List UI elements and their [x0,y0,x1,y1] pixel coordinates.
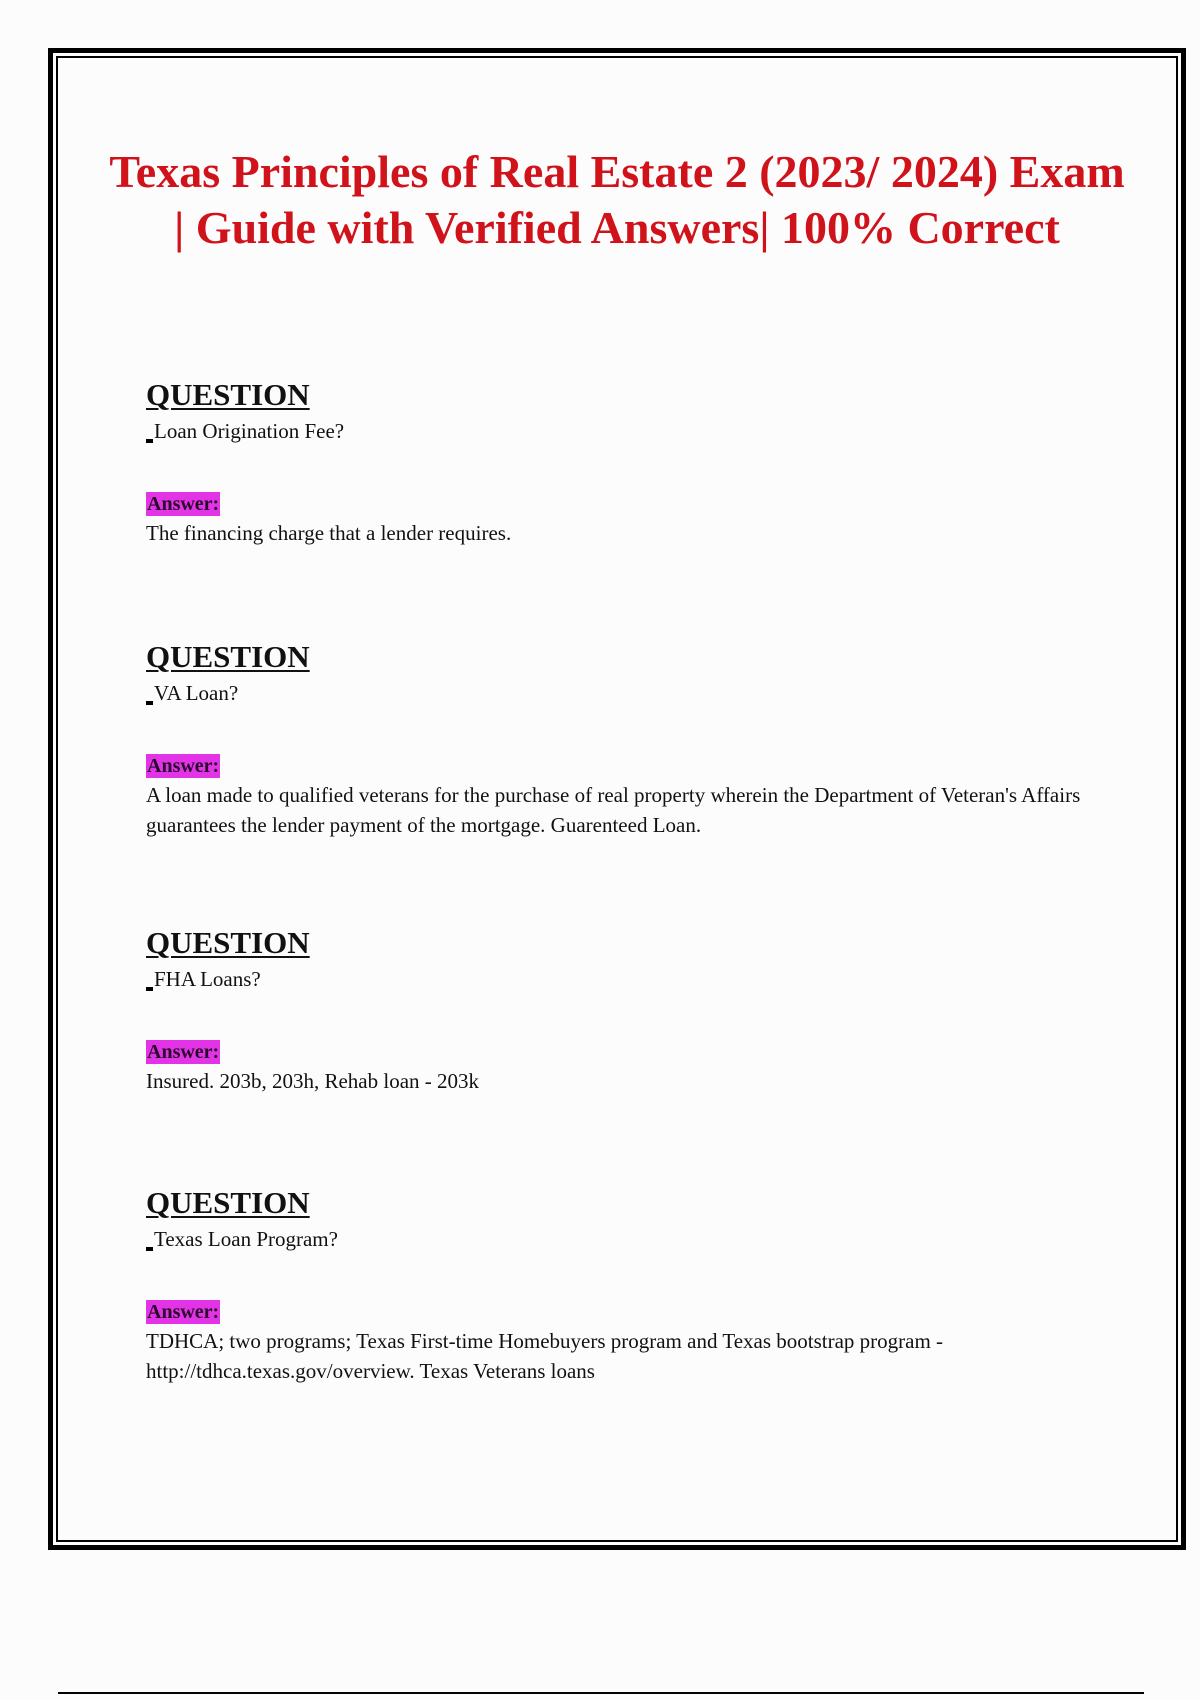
qa-item [146,378,1086,548]
question-text [146,680,1086,706]
answer-label: Answer: [147,1301,220,1323]
question-label: FHA Loans? [154,967,261,991]
question-heading: QUESTION [146,639,310,674]
question-heading: QUESTION [146,1185,310,1220]
answer-label: Answer: [147,1041,220,1063]
document-title: Texas Principles of Real Estate 2 (2023/ 2024) Exam | Guide with Verified Answers| 100% Correct [109,146,1125,253]
footer-rule [58,1692,1144,1694]
question-heading: QUESTION [146,925,310,960]
qa-item [146,1186,1086,1386]
question-label: Texas Loan Program? [154,1227,338,1251]
answer-text: A loan made to qualified veterans for the purchase of real property wherein the Department of Veteran's Affairs guarantees the lender payment of the mortgage. Guarenteed Loan. [146,783,1081,837]
qa-item [146,640,1086,840]
answer-label: Answer: [147,493,220,515]
answer-text: The financing charge that a lender requires. [146,521,512,545]
answer-text: Insured. 203b, 203h, Rehab loan - 203k [146,1069,480,1093]
bullet-mark [146,1247,153,1251]
question-label: Loan Origination Fee? [154,419,345,443]
question-text [146,966,1086,992]
qa-item [146,926,1086,1096]
answer-text: TDHCA; two programs; Texas First-time Homebuyers program and Texas bootstrap program - http://tdhca.texas.gov/overview. Texas Veterans loans [146,1329,944,1383]
question-text [146,1226,1086,1252]
question-text [146,418,1086,444]
answer-label: Answer: [147,755,220,777]
question-label: VA Loan? [154,681,239,705]
bullet-mark [146,439,153,443]
question-heading: QUESTION [146,377,310,412]
bullet-mark [146,701,153,705]
bullet-mark [146,987,153,991]
